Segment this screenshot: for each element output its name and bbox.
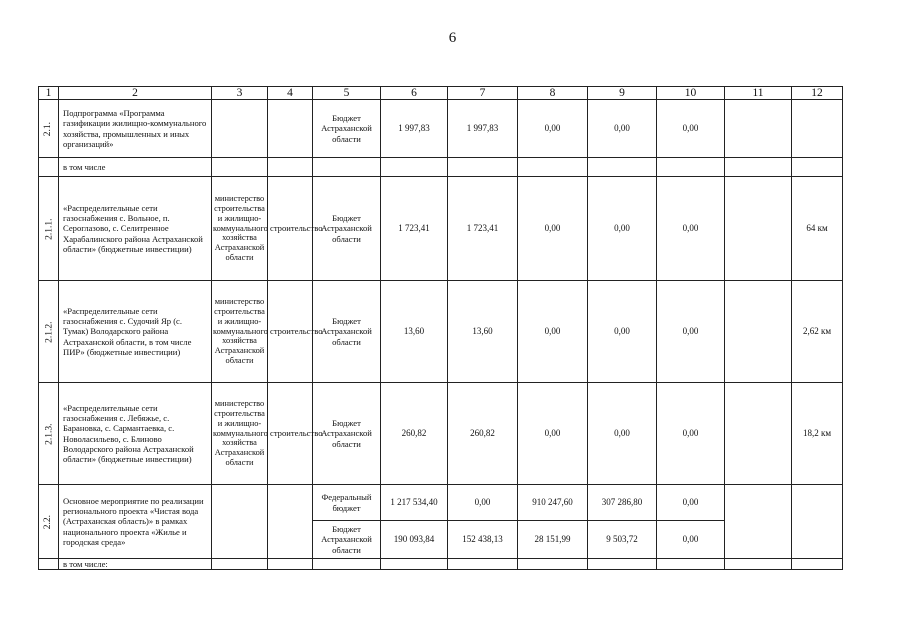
header-cell: 6 (381, 87, 448, 100)
row-name: «Распределительные сети газоснабжения с. Вольное, п. Сероглазово, с. Селитренное Харабалинского района Астраханской области» (бюджетные инвестиции) (59, 177, 212, 281)
cell-col12: 18,2 км (792, 383, 843, 485)
table-row (39, 485, 843, 521)
cell-col7: 152 438,13 (448, 521, 518, 559)
cell-col12: 64 км (792, 177, 843, 281)
header-cell: 1 (39, 87, 59, 100)
cell-col7: 1 723,41 (448, 177, 518, 281)
cell-col7: 1 997,83 (448, 100, 518, 158)
header-cell: 9 (588, 87, 657, 100)
row-source: Бюджет Астраханской области (313, 383, 381, 485)
cell-col8: 28 151,99 (518, 521, 588, 559)
row-source: Бюджет Астраханской области (313, 177, 381, 281)
page-number: 6 (448, 30, 457, 46)
header-cell: 7 (448, 87, 518, 100)
cell-col11 (725, 177, 792, 281)
table-row (39, 559, 843, 570)
row-org: министерство строительства и жилищно-коммунального хозяйства Астраханской области (212, 383, 268, 485)
header-cell: 8 (518, 87, 588, 100)
row-name: «Распределительные сети газоснабжения с. Судочий Яр (с. Тумак) Володарского района Астраханской области, в том числе ПИР» (бюджетные инвестиции) (59, 281, 212, 383)
cell-col10: 0,00 (657, 177, 725, 281)
row-name: Подпрограмма «Программа газификации жилищно-коммунального хозяйства, промышленных и иных организаций» (59, 100, 212, 158)
cell-col9: 0,00 (588, 177, 657, 281)
table-row (39, 177, 843, 281)
header-cell: 12 (792, 87, 843, 100)
cell-col12 (792, 100, 843, 158)
row-number: 2.1.2. (39, 281, 59, 383)
cell-col11 (725, 100, 792, 158)
cell-col7: 13,60 (448, 281, 518, 383)
cell-col9: 9 503,72 (588, 521, 657, 559)
cell-col6: 1 723,41 (381, 177, 448, 281)
cell-col10: 0,00 (657, 485, 725, 521)
cell-col7: 260,82 (448, 383, 518, 485)
header-cell: 5 (313, 87, 381, 100)
row-org: министерство строительства и жилищно-коммунального хозяйства Астраханской области (212, 177, 268, 281)
row-number: 2.1. (39, 100, 59, 158)
table-row (39, 100, 843, 158)
cell-col6: 1 217 534,40 (381, 485, 448, 521)
row-source: Бюджет Астраханской области (313, 521, 381, 559)
cell-col8: 0,00 (518, 281, 588, 383)
row-type: строительство (268, 383, 313, 485)
row-source: Бюджет Астраханской области (313, 100, 381, 158)
cell-col9: 0,00 (588, 383, 657, 485)
cell-col9: 307 286,80 (588, 485, 657, 521)
row-name: Основное мероприятие по реализации регионального проекта «Чистая вода (Астраханская область)» в рамках национального проекта «Жилье и городская среда» (59, 485, 212, 559)
cell-col10: 0,00 (657, 100, 725, 158)
row-source: Федеральный бюджет (313, 485, 381, 521)
program-table (38, 86, 843, 570)
cell-col7: 0,00 (448, 485, 518, 521)
table-row (39, 281, 843, 383)
row-type (268, 100, 313, 158)
header-cell: 10 (657, 87, 725, 100)
table-row (39, 158, 843, 177)
cell-col8: 0,00 (518, 383, 588, 485)
cell-col9: 0,00 (588, 100, 657, 158)
row-number: 2.1.1. (39, 177, 59, 281)
cell-col10: 0,00 (657, 281, 725, 383)
row-type: строительство (268, 177, 313, 281)
row-source: Бюджет Астраханской области (313, 281, 381, 383)
cell-col9: 0,00 (588, 281, 657, 383)
row-type: строительство (268, 281, 313, 383)
subtotal-label: в том числе (59, 158, 212, 177)
table-row (39, 383, 843, 485)
cell-col6: 260,82 (381, 383, 448, 485)
cell-col8: 0,00 (518, 177, 588, 281)
header-cell: 2 (59, 87, 212, 100)
cell-col10: 0,00 (657, 521, 725, 559)
header-row (39, 87, 843, 100)
cell-col11 (725, 383, 792, 485)
row-number: 2.2. (39, 485, 59, 559)
row-org: министерство строительства и жилищно-коммунального хозяйства Астраханской области (212, 281, 268, 383)
row-name: «Распределительные сети газоснабжения с. Лебяжье, с. Барановка, с. Сармантаевка, с. Новоласильево, с. Блиново Володарского района Астраханской области» (бюджетные инвестиции) (59, 383, 212, 485)
cell-col6: 190 093,84 (381, 521, 448, 559)
row-org (212, 100, 268, 158)
row-number: 2.1.3. (39, 383, 59, 485)
cell-col8: 910 247,60 (518, 485, 588, 521)
cell-col12: 2,62 км (792, 281, 843, 383)
cell-col8: 0,00 (518, 100, 588, 158)
subtotal-label: в том числе: (59, 559, 212, 570)
header-cell: 11 (725, 87, 792, 100)
header-cell: 3 (212, 87, 268, 100)
cell-col10: 0,00 (657, 383, 725, 485)
cell-col11 (725, 281, 792, 383)
header-cell: 4 (268, 87, 313, 100)
cell-col6: 13,60 (381, 281, 448, 383)
cell-col6: 1 997,83 (381, 100, 448, 158)
